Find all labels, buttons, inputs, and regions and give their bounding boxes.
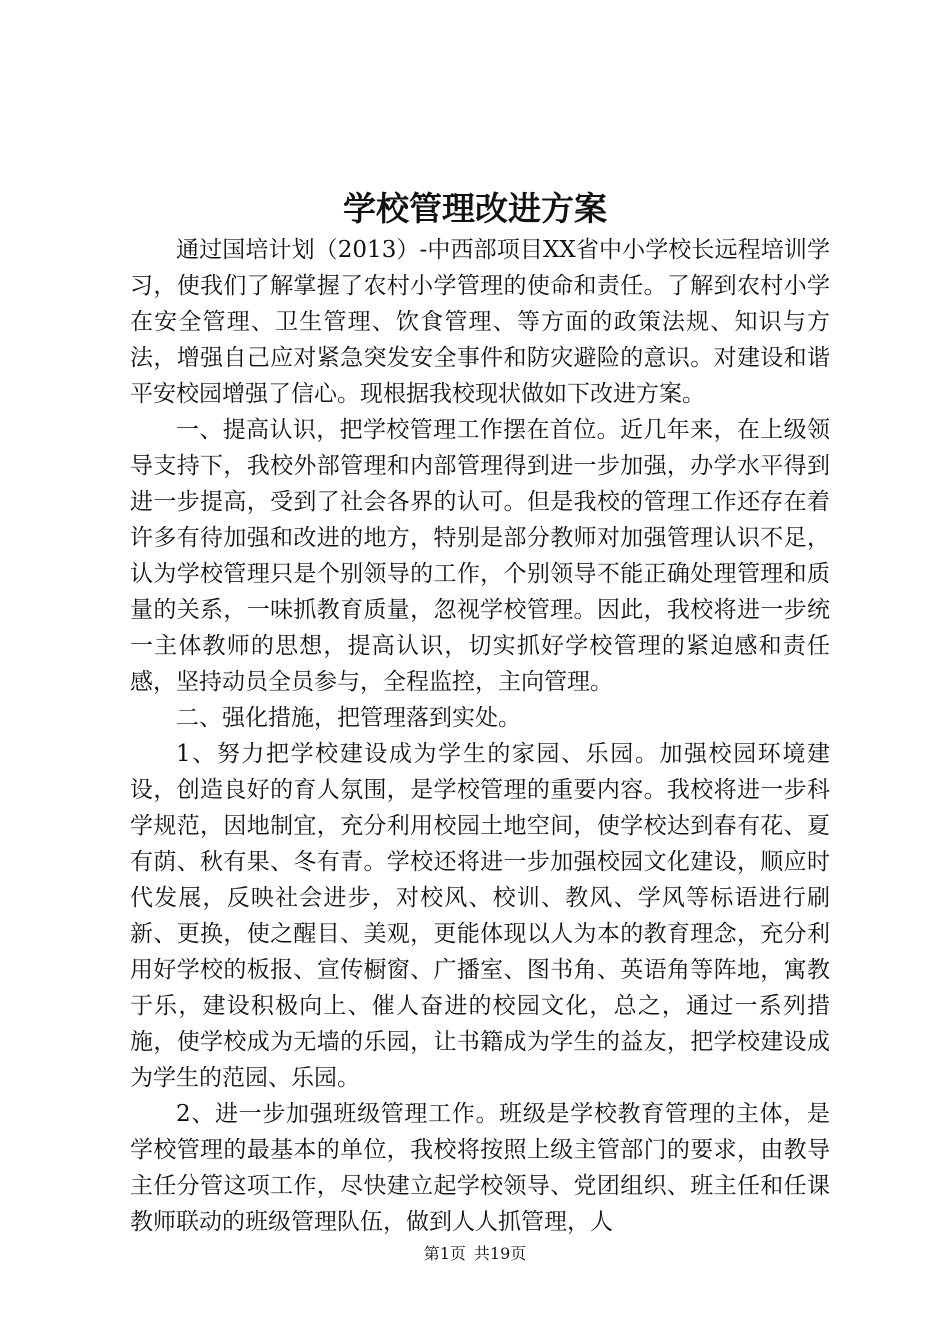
paragraph-section-1: 一、提高认识，把学校管理工作摆在首位。近几年来，在上级领导支持下，我校外部管理和内部管理得到进一步加强，办学水平得到进一步提高，受到了社会各界的认可。但是我校的管理工作还存在着许多有待加强和改进的地方，特别是部分教师对加强管理认识不足，认为学校管理只是个别领导的工作，个别领导不能正确处理管理和质量的关系，一味抓教育质量，忽视学校管理。因此，我校将进一步统一主体教师的思想，提高认识，切实抓好学校管理的紧迫感和责任感，坚持动员全员参与，全程监控，主向管理。 — [130, 417, 830, 695]
paragraph-intro: 通过国培计划（2013）-中西部项目XX省中小学校长远程培训学习，使我们了解掌握了农村小学管理的使命和责任。了解到农村小学在安全管理、卫生管理、饮食管理、等方面的政策法规、知识与方法，增强自己应对紧急突发安全事件和防灾避险的意识。对建设和谐平安校园增强了信心。现根据我校现状做如下改进方案。 — [130, 237, 830, 407]
paragraph-item-2: 2、进一步加强班级管理工作。班级是学校教育管理的主体，是学校管理的最基本的单位，我校将按照上级主管部门的要求，由教导主任分管这项工作，尽快建立起学校领导、党团组织、班主任和任课教师联动的班级管理队伍，做到人人抓管理，人 — [130, 1101, 830, 1235]
page-footer — [0, 1242, 950, 1266]
paragraph-item-1: 1、努力把学校建设成为学生的家园、乐园。加强校园环境建设，创造良好的育人氛围，是学校管理的重要内容。我校将进一步科学规范，因地制宜，充分利用校园土地空间，使学校达到春有花、夏有荫、秋有果、冬有青。学校还将进一步加强校园文化建设，顺应时代发展，反映社会进步，对校风、校训、教风、学风等标语进行刷新、更换，使之醒目、美观，更能体现以人为本的教育理念，充分利用好学校的板报、宣传橱窗、广播室、图书角、英语角等阵地，寓教于乐，建设积极向上、催人奋进的校园文化，总之，通过一系列措施，使学校成为无墙的乐园，让书籍成为学生的益友，把学校建设成为学生的范园、乐园。 — [130, 741, 830, 1091]
document-body — [130, 232, 830, 1240]
paragraph-section-2-heading: 二、强化措施，把管理落到实处。 — [176, 705, 521, 731]
page-total: 共19页 — [473, 1244, 527, 1263]
page-number: 第1页 — [423, 1244, 466, 1263]
document-title: 学校管理改进方案 — [343, 189, 607, 228]
